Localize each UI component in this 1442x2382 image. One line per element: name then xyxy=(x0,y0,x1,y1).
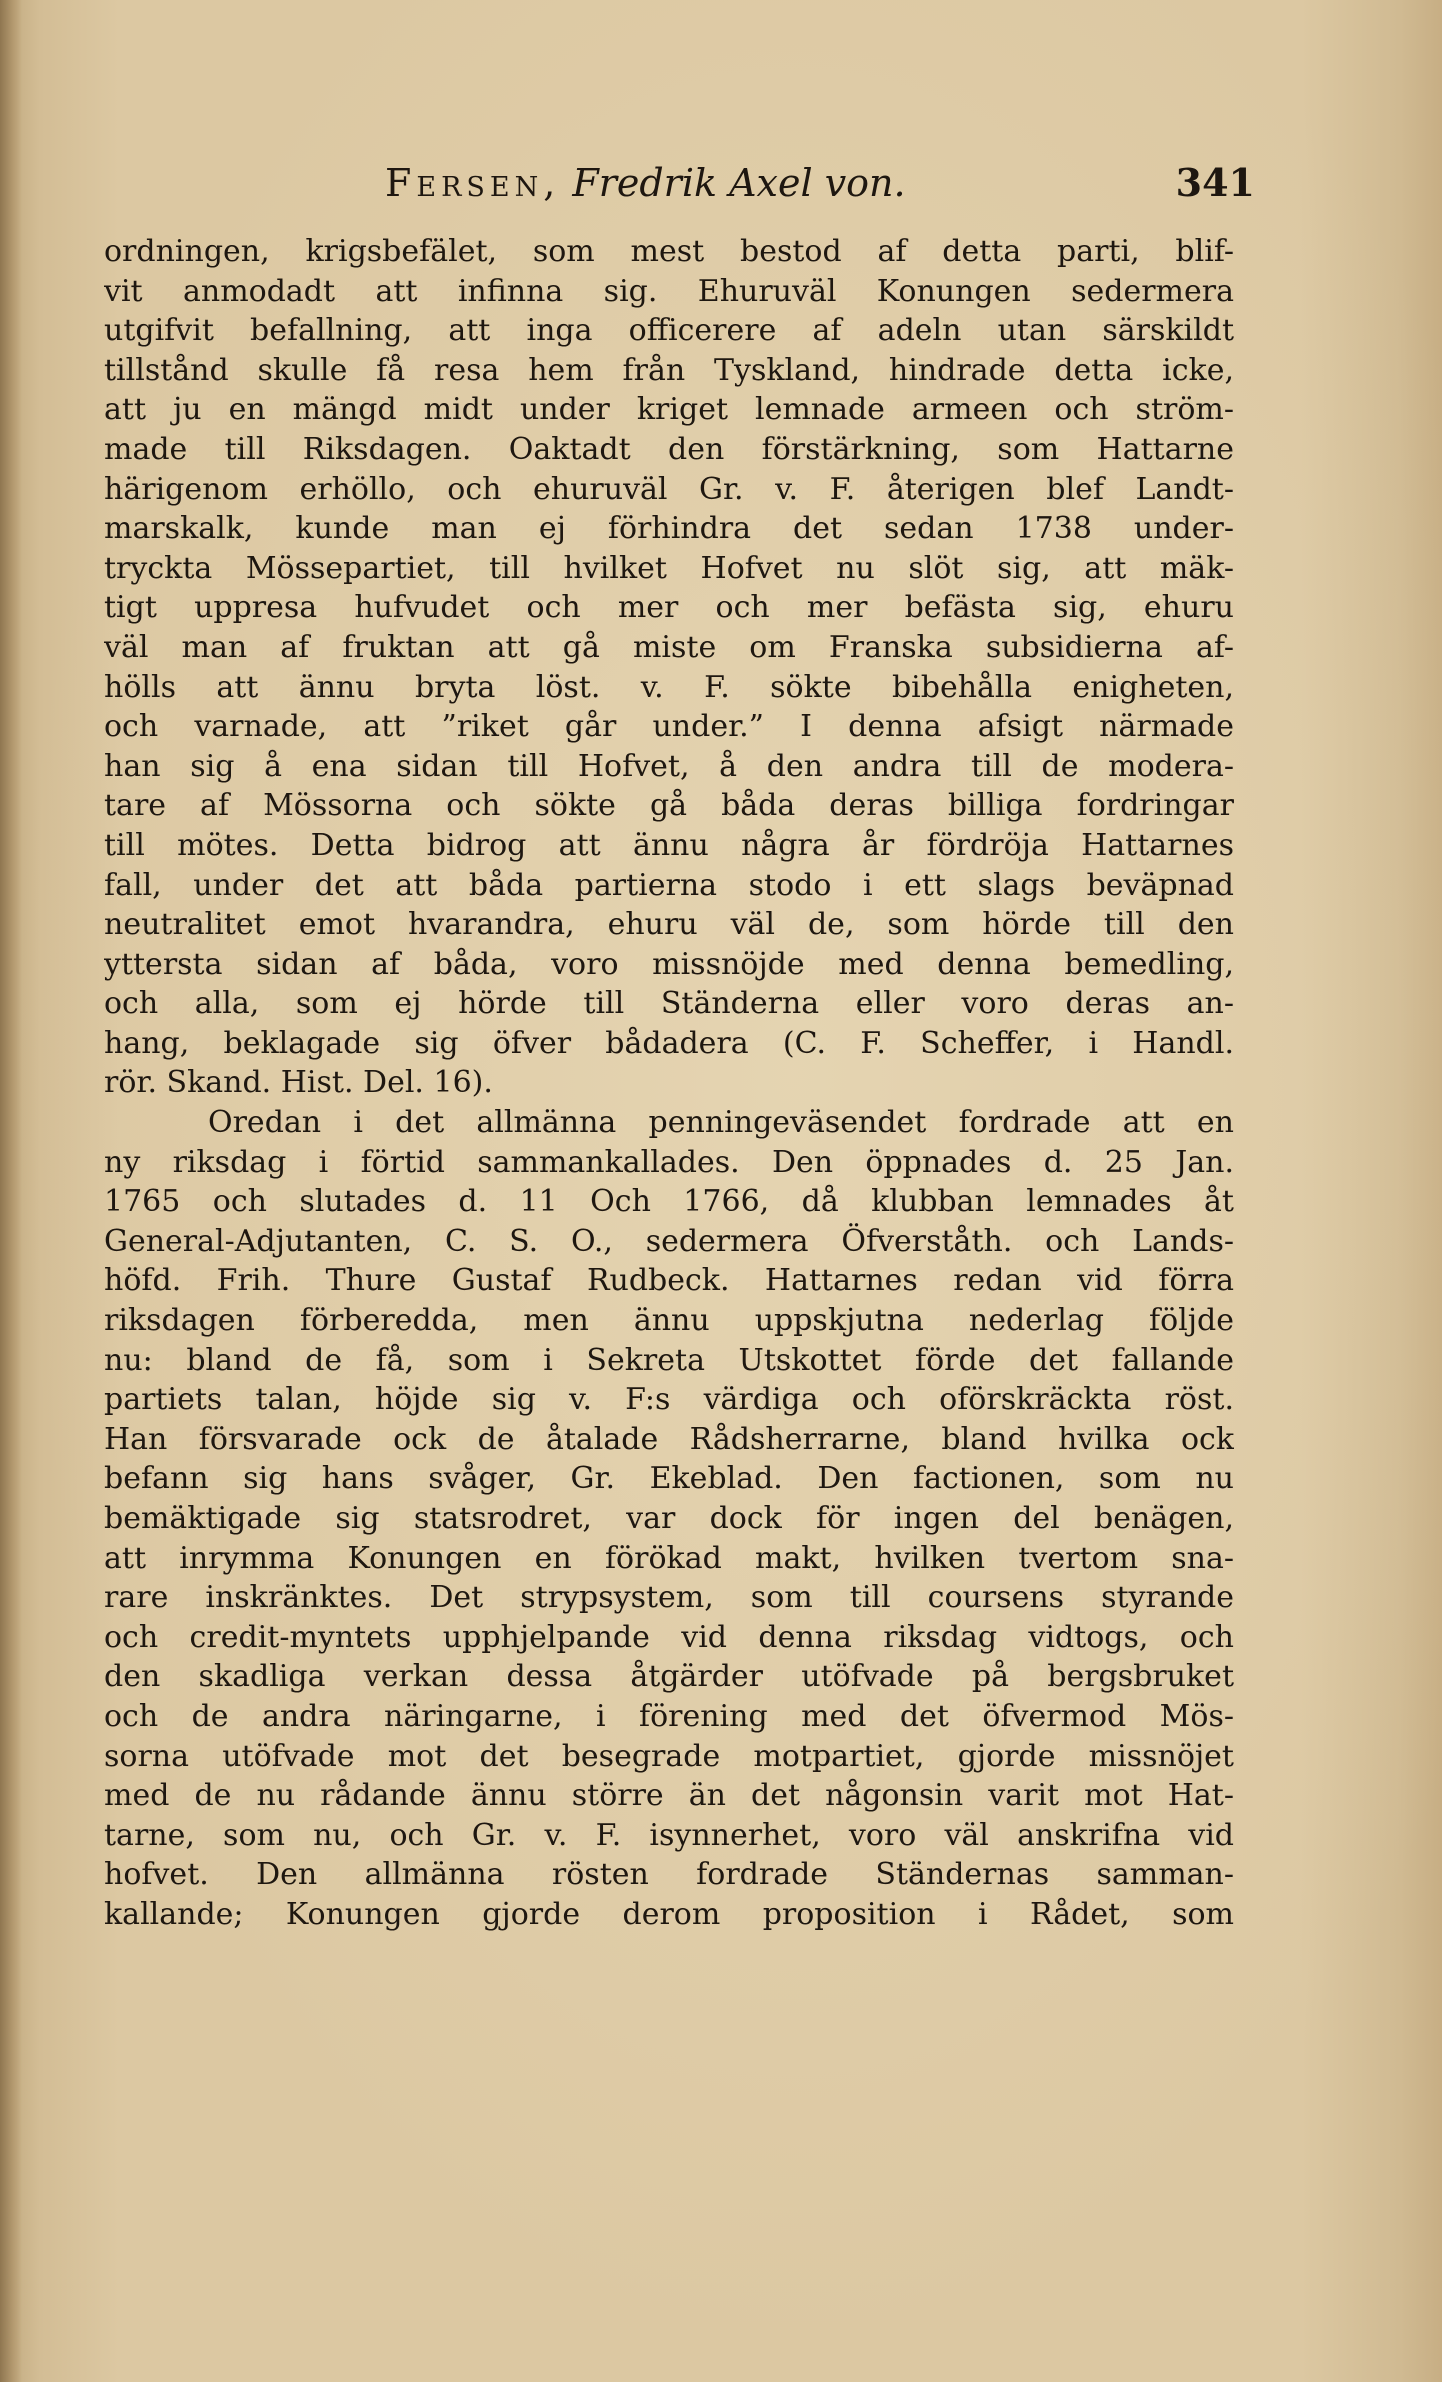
text-line: befann sig hans svåger, Gr. Ekeblad. Den factionen, som nu xyxy=(104,1461,1234,1497)
text-line: yttersta sidan af båda, voro missnöjde med denna bemedling, xyxy=(104,946,1234,982)
text-line: utgifvit befallning, att inga officerere af adeln utan särskildt xyxy=(104,313,1234,349)
text-line: General-Adjutanten, C. S. O., sedermera Öfverståth. och Lands- xyxy=(104,1223,1234,1259)
text-line: ny riksdag i förtid sammankallades. Den öppnades d. 25 Jan. xyxy=(104,1144,1234,1180)
text-line: fall, under det att båda partierna stodo i ett slags beväpnad xyxy=(104,867,1234,903)
page-spine-shadow xyxy=(0,0,22,2382)
text-line: han sig å ena sidan till Hofvet, å den andra till de modera- xyxy=(104,748,1234,784)
text-line: neutralitet emot hvarandra, ehuru väl de, som hörde till den xyxy=(104,907,1234,943)
page-number: 341 xyxy=(1175,160,1255,205)
header-title: Fredrik Axel von. xyxy=(572,161,906,205)
text-line: made till Riksdagen. Oaktadt den förstärkning, som Hattarne xyxy=(104,431,1234,467)
text-line: Han försvarade ock de åtalade Rådsherrarne, bland hvilka ock xyxy=(104,1421,1234,1457)
text-line: ordningen, krigsbefälet, som mest bestod af detta parti, blif- xyxy=(104,234,1234,269)
text-line: och credit-myntets upphjelpande vid denna riksdag vidtogs, och xyxy=(104,1619,1234,1655)
text-line: vit anmodadt att infinna sig. Ehuruväl Konungen sedermera xyxy=(104,273,1234,309)
text-line: hölls att ännu bryta löst. v. F. sökte bibehålla enigheten, xyxy=(104,669,1234,705)
text-line: med de nu rådande ännu större än det någonsin varit mot Hat- xyxy=(104,1778,1234,1814)
text-line: att ju en mängd midt under kriget lemnade armeen och ström- xyxy=(104,392,1234,428)
text-line: sorna utöfvade mot det besegrade motpartiet, gjorde missnöjet xyxy=(104,1738,1234,1774)
text-line: tarne, som nu, och Gr. v. F. isynnerhet, voro väl anskrifna vid xyxy=(104,1817,1234,1853)
text-line: den skadliga verkan dessa åtgärder utöfvade på bergsbruket xyxy=(104,1659,1234,1695)
text-line: kallande; Konungen gjorde derom proposition i Rådet, som xyxy=(104,1896,1234,1932)
text-line: hang, beklagade sig öfver bådadera (C. F. Scheffer, i Handl. xyxy=(104,1025,1234,1061)
text-line: Oredan i det allmänna penningeväsendet fordrade att en xyxy=(208,1105,1234,1141)
text-line: nu: bland de få, som i Sekreta Utskottet förde det fallande xyxy=(104,1342,1234,1378)
text-line: tigt uppresa hufvudet och mer och mer befästa sig, ehuru xyxy=(104,590,1234,626)
running-header xyxy=(385,158,1255,208)
text-line: och de andra näringarne, i förening med det öfvermod Mös- xyxy=(104,1698,1234,1734)
text-line: rör. Skand. Hist. Del. 16). xyxy=(104,1065,493,1101)
text-line: riksdagen förberedda, men ännu uppskjutna nederlag följde xyxy=(104,1303,1234,1339)
text-line: tryckta Mössepartiet, till hvilket Hofvet nu slöt sig, att mäk- xyxy=(104,550,1234,586)
text-line: härigenom erhöllo, och ehuruväl Gr. v. F. återigen blef Landt- xyxy=(104,471,1234,507)
text-line: rare inskränktes. Det strypsystem, som till coursens styrande xyxy=(104,1580,1234,1616)
text-line: marskalk, kunde man ej förhindra det sedan 1738 under- xyxy=(104,511,1234,547)
body-text xyxy=(104,232,1234,2132)
text-line: och alla, som ej hörde till Ständerna eller voro deras an- xyxy=(104,986,1234,1022)
text-line: och varnade, att ”riket går under.” I denna afsigt närmade xyxy=(104,709,1234,745)
text-line: tillstånd skulle få resa hem från Tyskland, hindrade detta icke, xyxy=(104,352,1234,388)
text-line: hofvet. Den allmänna rösten fordrade Ständernas samman- xyxy=(104,1857,1234,1893)
text-line: väl man af fruktan att gå miste om Franska subsidierna af- xyxy=(104,629,1234,665)
text-line: tare af Mössorna och sökte gå båda deras billiga fordringar xyxy=(104,788,1234,824)
text-line: att inrymma Konungen en förökad makt, hvilken tvertom sna- xyxy=(104,1540,1234,1576)
text-line: till mötes. Detta bidrog att ännu några år fördröja Hattarnes xyxy=(104,827,1234,863)
text-line: 1765 och slutades d. 11 Och 1766, då klubban lemnades åt xyxy=(104,1184,1234,1220)
text-line: partiets talan, höjde sig v. F:s värdiga och oförskräckta röst. xyxy=(104,1382,1234,1418)
text-line: höfd. Frih. Thure Gustaf Rudbeck. Hattarnes redan vid förra xyxy=(104,1263,1234,1299)
header-author: Fersen, xyxy=(385,161,561,205)
text-line: bemäktigade sig statsrodret, var dock för ingen del benägen, xyxy=(104,1501,1234,1536)
